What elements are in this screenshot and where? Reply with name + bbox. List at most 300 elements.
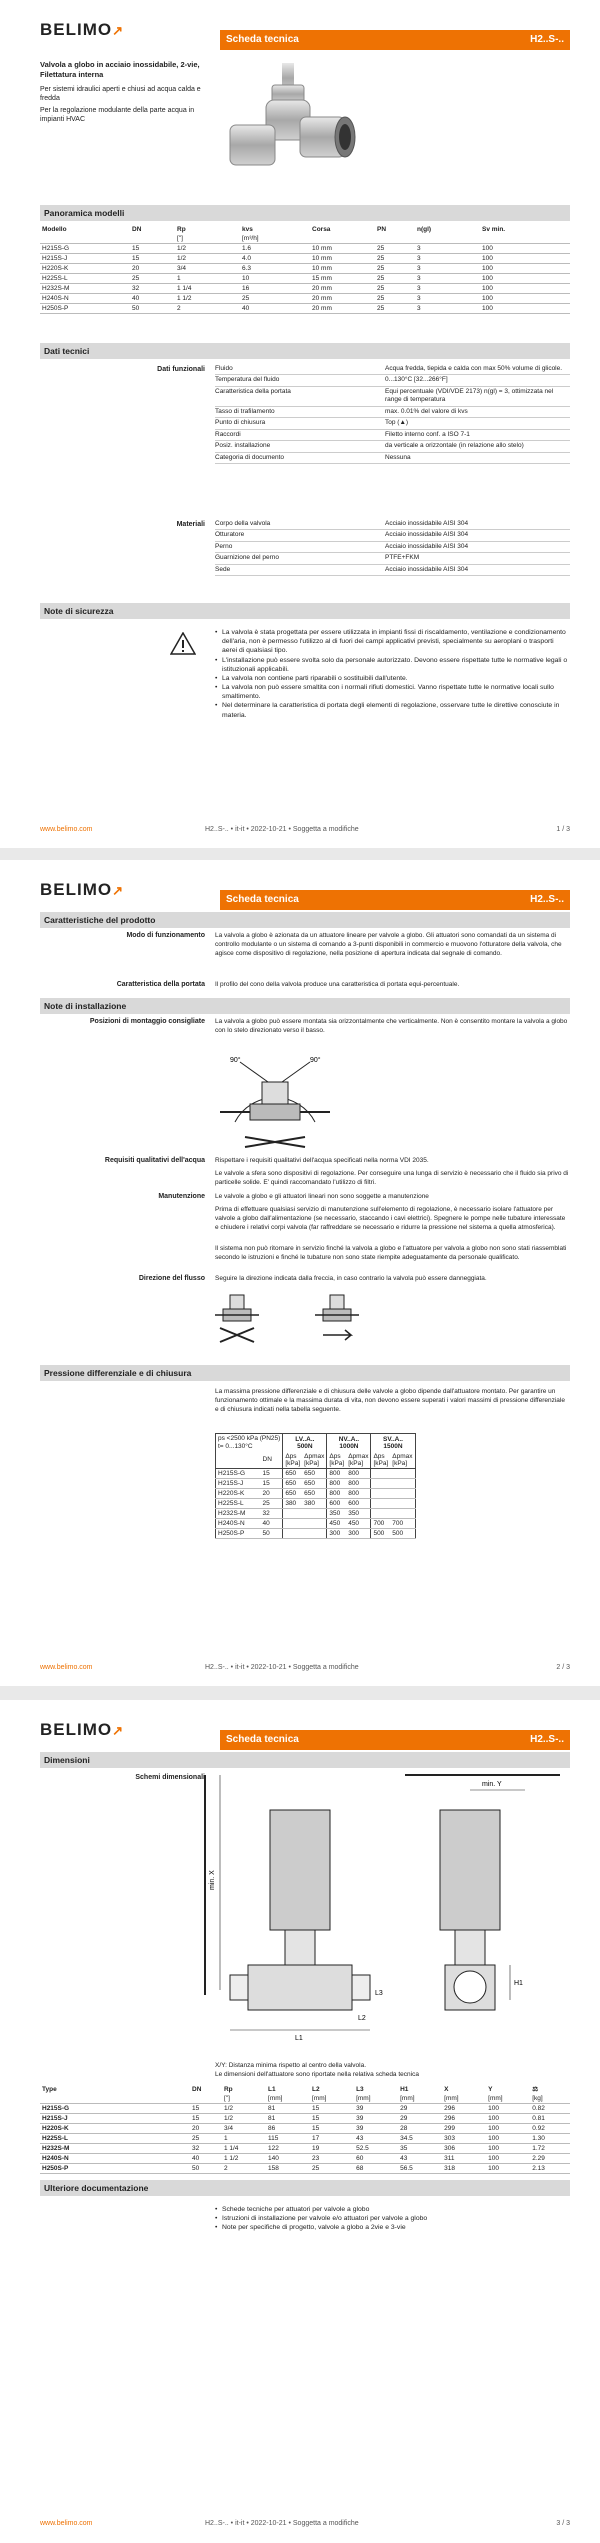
pressure-cell: 32 [261,1508,283,1518]
dimension-cell: 20 [190,2124,222,2134]
dimension-cell: 3/4 [222,2124,266,2134]
overview-cell: H215S-G [40,244,130,254]
dimension-cell: 1 1/4 [222,2144,266,2154]
pressure-row [216,1478,416,1488]
dimension-cell: 318 [442,2164,486,2174]
pressure-table [215,1433,416,1539]
dimension-header: X [444,2085,449,2093]
dimension-cell: 86 [266,2124,310,2134]
dimension-cell: H225S-L [40,2134,190,2144]
pressure-cell: 600 [327,1498,346,1508]
safety-item: • Nel determinare la caratteristica di portata degli elementi di regolazione, osservare tutte le direttive conosciute in materia. [215,701,570,719]
maint-text-3: Il sistema non può ritornare in servizio finché la valvola a globo e l'attuatore per valvola a globo non sono stati riassemblati secondo le istruzioni e finché le tubature non sono state riempite adeguatamente da personale qualificato. [215,1245,567,1261]
dimension-cell: 2 [222,2164,266,2174]
dimension-cell: 43 [354,2134,398,2144]
overview-cell: 15 mm [310,274,375,284]
dimension-cell: 303 [442,2134,486,2144]
overview-cell: 10 mm [310,264,375,274]
overview-row [40,254,570,264]
pressure-cell: 800 [346,1468,371,1478]
dp-header: Δps [kPa] [285,1452,301,1467]
dimension-header: DN [192,2085,202,2093]
pressure-cell: 40 [261,1518,283,1528]
dimension-cell: 2.29 [530,2154,570,2164]
belimo-logo: BELIMO↗ [40,1720,125,1739]
overview-cell: 3 [415,274,480,284]
docs-list [215,2205,570,2233]
product-bullet: Per sistemi idraulici aperti e chiusi ad acqua calda e fredda [40,86,201,103]
footer-center: H2..S-.. • it-it • 2022-10-21 • Soggetta a modifiche [205,2520,359,2527]
dimension-cell: 0.82 [530,2104,570,2114]
l1-label: L1 [295,2035,303,2042]
overview-header: Modello [42,226,67,233]
pressure-cell [283,1528,302,1538]
pressure-cell [390,1468,415,1478]
pressure-corner: ps <2500 kPa (PN25) t= 0...130°C [216,1434,283,1452]
pressure-cell [371,1508,390,1518]
safety-section: Note di sicurezza [40,603,570,619]
safety-list [215,628,570,720]
overview-cell: H225S-L [40,274,130,284]
dimension-row [40,2154,570,2164]
overview-cell: 25 [130,274,175,284]
dimension-unit: [mm] [266,2094,310,2104]
pressure-cell: H220S-K [216,1488,261,1498]
functional-label: Dati funzionali [157,366,205,373]
overview-row [40,244,570,254]
drawings-label: Schemi dimensionali [135,1774,205,1781]
overview-cell: 100 [480,304,570,314]
dimension-cell: H232S-M [40,2144,190,2154]
pressure-cell [371,1468,390,1478]
dimension-cell: 100 [486,2114,530,2124]
footer-center: H2..S-.. • it-it • 2022-10-21 • Soggetta a modifiche [205,1664,359,1671]
overview-header: Corsa [312,226,331,233]
pressure-cell [283,1508,302,1518]
water-text-1: Rispettare i requisiti qualitativi dell'acqua specificati nella norma VDI 2035. [215,1157,429,1164]
functional-key: Raccordi [215,430,241,438]
header-bar [220,890,570,910]
overview-cell: 100 [480,294,570,304]
overview-cell: 16 [240,284,310,294]
overview-cell: 25 [375,304,415,314]
overview-cell: 6.3 [240,264,310,274]
overview-cell: 1/2 [175,244,240,254]
dimension-cell: 15 [190,2104,222,2114]
materials-key: Otturatore [215,531,245,539]
functional-data [215,364,570,464]
functional-key: Categoria di documento [215,453,285,461]
materials-row [215,553,570,564]
pressure-cell: H232S-M [216,1508,261,1518]
overview-cell: 32 [130,284,175,294]
pressure-cell: 25 [261,1498,283,1508]
functional-value: Nessuna [385,453,411,461]
overview-cell: 100 [480,254,570,264]
overview-cell: 25 [375,264,415,274]
functional-value: da verticale a orizzontale (in relazione allo stelo) [385,442,524,450]
dimension-cell: 43 [398,2154,442,2164]
overview-cell: 40 [240,304,310,314]
header-title: Scheda tecnica [226,34,299,45]
overview-cell: 100 [480,284,570,294]
functional-value: Acqua fredda, tiepida e calda con max 50% volume di glicole. [385,365,563,372]
dimension-row [40,2164,570,2174]
dimension-cell: 39 [354,2114,398,2124]
footer-url[interactable]: www.belimo.com [40,1664,93,1671]
pressure-cell: H240S-N [216,1518,261,1528]
dimension-cell: 140 [266,2154,310,2164]
page-3 [0,1700,600,2543]
overview-header: PN [377,226,387,233]
valve-photo [220,55,370,190]
overview-row [40,304,570,314]
functional-row [215,418,570,429]
functional-key: Caratteristica della portata [215,387,291,395]
mode-text: La valvola a globo è azionata da un attuatore lineare per valvole a globo. Gli attuatori sono comandati da un sistema di controllo modulante o un sistema di comando a 3-punti disponibili in commercio e muovono l'otturatore della valvola, che agisce come dispositivo di regolazione, nella posizione di apertura indicata dal segnale di comando. [215,932,562,957]
dimension-unit: ["] [222,2094,266,2104]
dimension-unit: [kg] [530,2094,570,2104]
header-code: H2..S-.. [530,34,564,45]
dimension-unit: [mm] [442,2094,486,2104]
pressure-cell: 380 [283,1498,302,1508]
pressure-cell [371,1478,390,1488]
functional-key: Punto di chiusura [215,419,266,427]
functional-key: Fluido [215,365,233,372]
pressure-cell: H225S-L [216,1498,261,1508]
header-title: Scheda tecnica [226,894,299,905]
dimension-unit: [mm] [398,2094,442,2104]
dimension-unit: [mm] [486,2094,530,2104]
pressure-text: La massima pressione differenziale e di chiusura delle valvole a globo dipende dall'attuatore montato. Per garantire un funzionamento ottimale e la massima durata di vita, non devono essere superati i valori massimi di pressione differenziale e di chiusura indicati nella tabella seguente. [215,1388,565,1413]
overview-row [40,264,570,274]
dimension-drawings [200,1770,570,2070]
header-title: Scheda tecnica [226,1734,299,1745]
dimension-cell: 39 [354,2104,398,2114]
dimension-row [40,2134,570,2144]
dimension-cell: 32 [190,2144,222,2154]
dimension-cell: 23 [310,2154,354,2164]
overview-cell: H240S-N [40,294,130,304]
pressure-cell: 650 [283,1488,302,1498]
dimension-cell: 1.72 [530,2144,570,2154]
min-x-label: min. X [209,1870,216,1890]
pressure-cell [371,1498,390,1508]
functional-row [215,430,570,441]
angle-label: 90° [230,1057,241,1064]
materials-value: Acciaio inossidabile AISI 304 [385,531,469,539]
dimension-cell: H250S-P [40,2164,190,2174]
pressure-cell [390,1488,415,1498]
dimension-cell: H240S-N [40,2154,190,2164]
safety-item: • La valvola non contiene parti riparabili o sostituibili dall'utente. [215,674,570,683]
overview-section: Panoramica modelli [40,205,570,221]
dimension-header: H1 [400,2085,409,2093]
dir-label: Direzione del flusso [138,1275,205,1282]
pressure-cell: 700 [371,1518,390,1528]
overview-cell: 2 [175,304,240,314]
safety-item: • La valvola è stata progettata per essere utilizzata in impianti fissi di riscaldamento, ventilazione e condizionamento dell'aria, non è permesso l'utilizzo al di fuori dei campi applicativi previsti, specialmente su aeroplani o trasporti aerei di qualsiasi tipo. [215,628,570,656]
materials-value: Acciaio inossidabile AISI 304 [385,565,469,573]
dims-note-1: X/Y: Distanza minima rispetto al centro della valvola. [215,2062,367,2069]
pressure-cell [390,1478,415,1488]
overview-cell: 10 [240,274,310,284]
dimension-header: Y [488,2085,493,2093]
dimension-cell: 81 [266,2104,310,2114]
dimension-cell: 100 [486,2134,530,2144]
dimension-cell: 35 [398,2144,442,2154]
maint-label: Manutenzione [158,1193,205,1200]
pressure-cell: 800 [346,1488,371,1498]
overview-unit: [m³/h] [240,234,310,244]
pressure-cell: 15 [261,1478,283,1488]
overview-row [40,274,570,284]
dimension-cell: 158 [266,2164,310,2174]
pressure-cell: 650 [302,1478,327,1488]
pressure-cell: 650 [283,1478,302,1488]
overview-cell: 3 [415,244,480,254]
functional-value: max. 0.01% del valore di kvs [385,407,468,415]
dimension-cell: 100 [486,2154,530,2164]
water-text-2: Le valvole a sfera sono dispositivi di regolazione. Per conseguire una lunga di servizio è necessario che il fluido sia privo di particelle solide. E' quindi raccomandato l'utilizzo di filtri. [215,1170,569,1186]
dimension-cell: 60 [354,2154,398,2164]
product-bullets [40,85,210,125]
pressure-cell: 650 [302,1468,327,1478]
dimension-cell: 100 [486,2144,530,2154]
safety-item: • La valvola non può essere smaltita con i normali rifiuti domestici. Vanno rispettate tutte le normative locali sullo smaltimento. [215,683,570,701]
header-bar [220,30,570,50]
doc-item: • Note per specifiche di progetto, valvole a globo a 2vie e 3-vie [215,2223,570,2232]
pressure-cell: 350 [327,1508,346,1518]
overview-cell: 20 [130,264,175,274]
dimension-cell: 15 [310,2104,354,2114]
pressure-cell: 800 [327,1468,346,1478]
product-section: Caratteristiche del prodotto [40,912,570,928]
pressure-cell: 450 [346,1518,371,1528]
overview-cell: 10 mm [310,244,375,254]
materials-data [215,519,570,576]
dimension-unit: [mm] [354,2094,398,2104]
footer-center: H2..S-.. • it-it • 2022-10-21 • Soggetta a modifiche [205,826,359,833]
water-label: Requisiti qualitativi dell'acqua [104,1157,205,1164]
functional-row [215,364,570,375]
dimension-cell: 25 [190,2134,222,2144]
belimo-logo: BELIMO↗ [40,880,125,899]
overview-table [40,225,570,314]
overview-cell: 3 [415,294,480,304]
dimension-cell: 68 [354,2164,398,2174]
overview-cell: 1.6 [240,244,310,254]
dimension-header: Rp [223,2085,233,2093]
footer-url[interactable]: www.belimo.com [40,826,93,833]
pressure-row [216,1498,416,1508]
dp-header: Δpmax [kPa] [392,1452,413,1467]
flow-label: Caratteristica della portata [116,981,205,988]
pressure-cell [283,1518,302,1528]
dimension-cell: 299 [442,2124,486,2134]
functional-key: Tasso di trafilamento [215,407,275,415]
pressure-cell [302,1528,327,1538]
install-section: Note di installazione [40,998,570,1014]
overview-header: Rp [177,226,186,233]
actuator-header: SV..A.. 1500N [382,1435,403,1450]
materials-key: Perno [215,542,233,550]
dimension-cell: 0.81 [530,2114,570,2124]
pressure-cell: 600 [346,1498,371,1508]
overview-cell: 25 [375,284,415,294]
pressure-cell: 500 [390,1528,415,1538]
belimo-logo: BELIMO↗ [40,20,125,39]
dp-header: Δpmax [kPa] [302,1452,327,1469]
dimension-cell: 17 [310,2134,354,2144]
overview-cell: 3 [415,254,480,264]
dimension-cell: 1/2 [222,2114,266,2124]
dimension-cell: 2.13 [530,2164,570,2174]
dimension-unit [190,2094,222,2104]
dimension-cell: 1 1/2 [222,2154,266,2164]
overview-cell: 25 [375,254,415,264]
tech-section: Dati tecnici [40,343,570,359]
pressure-cell: 500 [371,1528,390,1538]
dimension-header: L2 [312,2085,320,2093]
page-2 [0,860,600,1686]
materials-value: Acciaio inossidabile AISI 304 [385,542,469,550]
pressure-section: Pressione differenziale e di chiusura [40,1365,570,1381]
pressure-row [216,1528,416,1538]
pressure-cell: 20 [261,1488,283,1498]
pressure-cell: 300 [346,1528,371,1538]
dimension-cell: 311 [442,2154,486,2164]
overview-header: kvs [242,226,253,233]
functional-row [215,387,570,407]
functional-row [215,407,570,418]
pressure-cell [371,1488,390,1498]
materials-row [215,542,570,553]
pressure-cell: 800 [327,1478,346,1488]
functional-key: Posiz. installazione [215,442,271,450]
overview-cell: 15 [130,244,175,254]
dimension-cell: 81 [266,2114,310,2124]
dimension-cell: 0.92 [530,2124,570,2134]
overview-cell: 3/4 [175,264,240,274]
materials-row [215,519,570,530]
dims-section: Dimensioni [40,1752,570,1768]
dimension-row [40,2104,570,2114]
dimension-cell: 25 [310,2164,354,2174]
dimension-cell: 1 [222,2134,266,2144]
pressure-cell [390,1508,415,1518]
overview-cell: 40 [130,294,175,304]
materials-key: Guarnizione del perno [215,554,279,562]
pressure-row [216,1518,416,1528]
functional-row [215,375,570,386]
footer-page: 1 / 3 [556,826,570,833]
dir-text: Seguire la direzione indicata dalla freccia, in caso contrario la valvola può essere danneggiata. [215,1275,487,1282]
dimension-cell: 29 [398,2114,442,2124]
pressure-cell [302,1518,327,1528]
pressure-cell: 350 [346,1508,371,1518]
overview-cell: 20 mm [310,294,375,304]
dimension-header: ⚖ [532,2086,539,2093]
materials-label: Materiali [176,521,205,528]
pressure-row [216,1508,416,1518]
functional-value: Top (▲) [385,419,409,427]
maint-text-2: Prima di effettuare qualsiasi servizio di manutenzione sull'elemento di regolazione, è necessario isolare l'attuatore per valvole a globo dall'alimentazione (se necessario, staccando i cavi elettrici). Spegnere le pompe nelle tubature interessate e chiudere i relativi corpi valvola (far raffreddare se necessario e ridurre la pressione nel sistema a quella atmosferica). [215,1206,566,1231]
docs-section: Ulteriore documentazione [40,2180,570,2196]
overview-cell: 100 [480,244,570,254]
doc-item: • Schede tecniche per attuatori per valvole a globo [215,2205,570,2214]
overview-row [40,294,570,304]
l3-label: L3 [375,1990,383,1997]
overview-cell: H250S-P [40,304,130,314]
pressure-cell [390,1498,415,1508]
overview-cell: 3 [415,264,480,274]
overview-row [40,284,570,294]
dimension-cell: 40 [190,2154,222,2164]
pressure-cell: 650 [283,1468,302,1478]
dimension-cell: 50 [190,2164,222,2174]
overview-cell: 3 [415,284,480,294]
dimension-cell: 100 [486,2124,530,2134]
dimension-cell: 306 [442,2144,486,2154]
functional-row [215,453,570,464]
functional-row [215,441,570,452]
pressure-cell: H250S-P [216,1528,261,1538]
dimension-cell: 1/2 [222,2104,266,2114]
header-code: H2..S-.. [530,894,564,905]
dims-note-2: Le dimensioni dell'attuatore sono riportate nella relativa scheda tecnica [215,2071,419,2078]
materials-key: Sede [215,565,231,573]
footer-url[interactable]: www.belimo.com [40,2520,93,2527]
materials-value: Acciaio inossidabile AISI 304 [385,520,469,527]
h1-label: H1 [514,1980,523,1987]
pressure-row [216,1488,416,1498]
dimension-cell: 39 [354,2124,398,2134]
pressure-cell: H215S-G [216,1468,261,1478]
pressure-cell: 800 [346,1478,371,1488]
overview-cell: 15 [130,254,175,264]
header-code: H2..S-.. [530,1734,564,1745]
pressure-cell: 800 [327,1488,346,1498]
product-title: Valvola a globo in acciaio inossidabile, 2-vie, Filettatura interna [40,60,200,80]
footer-page: 2 / 3 [556,1664,570,1671]
pressure-cell: 700 [390,1518,415,1528]
overview-cell: H220S-K [40,264,130,274]
functional-key: Temperatura del fluido [215,376,280,384]
footer-page: 3 / 3 [556,2520,570,2527]
min-y-label: min. Y [482,1781,502,1788]
dimension-row [40,2114,570,2124]
overview-cell: 10 mm [310,254,375,264]
overview-cell: 1 1/2 [175,294,240,304]
pressure-cell: 300 [327,1528,346,1538]
pressure-cell: 650 [302,1488,327,1498]
actuator-header: NV..A.. 1000N [327,1434,371,1452]
functional-value: Equi percentuale (VDI/VDE 2173) n(gl) = 3, ottimizzata nel range di temperatura [385,387,554,404]
mode-label: Modo di funzionamento [126,932,205,939]
pressure-cell [302,1508,327,1518]
safety-item: • L'installazione può essere svolta solo da personale autorizzato. Devono essere rispettate tutte le normative legali o istituzionali applicabili. [215,656,570,674]
dimension-cell: 296 [442,2114,486,2124]
overview-cell: H215S-J [40,254,130,264]
overview-cell: 1 [175,274,240,284]
functional-value: 0...130°C [32...266°F] [385,376,448,384]
dimension-cell: 15 [190,2114,222,2124]
dimension-cell: 296 [442,2104,486,2114]
dimension-table [40,2084,570,2174]
dimension-cell: 34.5 [398,2134,442,2144]
dimension-cell: 100 [486,2164,530,2174]
